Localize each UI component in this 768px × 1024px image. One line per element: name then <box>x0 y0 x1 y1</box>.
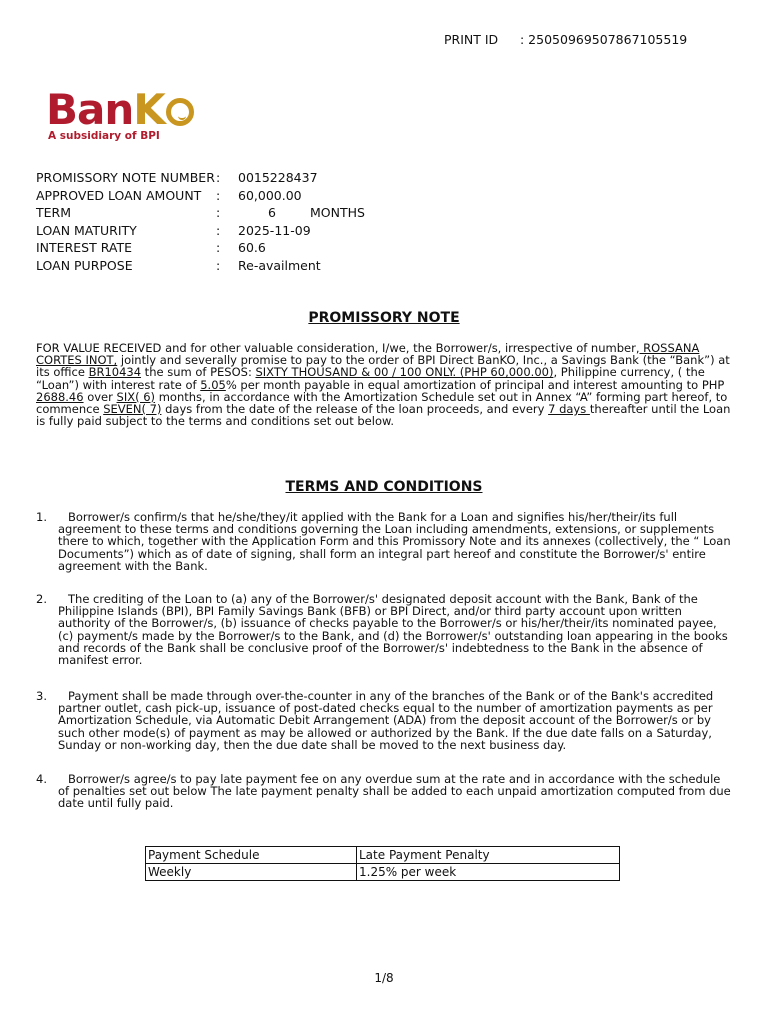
term-item <box>36 511 732 572</box>
intro-text: FOR VALUE RECEIVED and for other valuable consideration, I/we, the Borrower/s, irrespective of number, <box>36 341 640 355</box>
detail-colon: : <box>216 170 221 185</box>
logo-word-k: K <box>133 85 165 134</box>
term-item <box>36 773 732 810</box>
detail-value: 2025-11-09 <box>238 222 311 238</box>
banko-logo <box>46 86 194 142</box>
term-number: 1. <box>36 510 47 524</box>
term-number: 3. <box>36 689 47 703</box>
terms-heading: TERMS AND CONDITIONS <box>285 479 483 495</box>
amortization-amount: 2688.46 <box>36 389 84 404</box>
table-header-cell: Payment Schedule <box>146 847 357 864</box>
detail-colon: : <box>216 205 221 220</box>
detail-label: PROMISSORY NOTE NUMBER <box>36 170 215 185</box>
interest-rate-value: 5.05 <box>200 377 226 392</box>
detail-value: Re-availment <box>238 257 321 273</box>
term-in-words: SIX( 6) <box>116 389 156 404</box>
payment-frequency: 7 days <box>548 402 590 417</box>
table-header-cell: Late Payment Penalty <box>357 847 620 864</box>
amount-in-words: SIXTY THOUSAND & 00 / 100 ONLY. (PHP 60,000.00) <box>255 365 554 380</box>
borrower-name: ROSSANA CORTES INOT, <box>36 341 700 368</box>
detail-unit: MONTHS <box>310 205 365 220</box>
detail-colon: : <box>216 187 221 203</box>
detail-colon: : <box>216 257 221 273</box>
term-text: Borrower/s agree/s to pay late payment fee on any overdue sum at the rate and in accordance with the schedule of penalties set out below The late payment penalty shall be added to each unpaid amortization computed from due date until fully paid. <box>58 772 731 811</box>
intro-text: , Philippine currency, ( the “Loan”) with interest rate of <box>36 365 705 392</box>
commence-days: SEVEN( 7) <box>103 402 162 417</box>
detail-label: LOAN PURPOSE <box>36 257 133 273</box>
term-number: 2. <box>36 592 47 606</box>
print-id-label: PRINT ID <box>444 32 499 47</box>
detail-label: TERM <box>36 205 72 220</box>
term-text: Payment shall be made through over-the-counter in any of the branches of the Bank or of the Bank's accredited partner outlet, cash pick-up, issuance of post-dated checks equal to the number of amortization payments as per Amortization Schedule, via Automatic Debit Arrangement (ADA) from the deposit account of the Borrower/s or by such other mode(s) of payment as may be allowed or authorized by the Bank. If the due date falls on a Saturday, Sunday or non-working day, then the due date shall be moved to the next business day. <box>58 689 714 752</box>
detail-label: APPROVED LOAN AMOUNT <box>36 187 202 203</box>
table-cell: 1.25% per week <box>357 864 620 881</box>
intro-text: the sum of PESOS: <box>141 365 256 380</box>
office-code: BR10434 <box>88 365 142 380</box>
detail-value: 60.6 <box>238 240 266 255</box>
penalty-table <box>145 846 620 881</box>
promissory-note-body <box>36 342 732 427</box>
page-number: 1/8 <box>374 971 394 985</box>
intro-text: jointly and severally promise to pay to the order of BPI Direct BanKO, Inc., a Savings Bank (the “Bank”) at its office <box>36 353 730 380</box>
term-text: Borrower/s confirm/s that he/she/they/it applied with the Bank for a Loan and signifies his/her/their/its full agreement to these terms and conditions governing the Loan including amendments, extensions, or supplements there to which, together with the Application Form and this Promissory Note and its annexes (collectively, the “ Loan Documents”) which as of date of signing, shall form an integral part hereof and constitute the Borrower/s' entire agreement with the Bank. <box>58 510 731 573</box>
detail-colon: : <box>216 222 221 238</box>
intro-text: months, in accordance with the Amortization Schedule set out in Annex “A” forming part hereof, to commence <box>36 389 728 417</box>
logo-word-ban: Ban <box>46 85 134 134</box>
detail-label: LOAN MATURITY <box>36 222 137 238</box>
table-cell: Weekly <box>146 864 357 881</box>
detail-value: 6 <box>268 205 276 220</box>
table-row <box>146 864 620 881</box>
intro-text: over <box>83 389 117 404</box>
detail-colon: : <box>216 240 221 255</box>
intro-text: % per month payable in equal amortization of principal and interest amounting to PHP <box>225 377 725 392</box>
term-number: 4. <box>36 772 47 786</box>
detail-value: 0015228437 <box>238 170 318 185</box>
detail-value: 60,000.00 <box>238 187 302 203</box>
intro-text: thereafter until the Loan is fully paid subject to the terms and conditions set out below. <box>36 402 731 429</box>
term-text: The crediting of the Loan to (a) any of the Borrower/s' designated deposit account with the Bank, Bank of the Philippine Islands (BPI), BPI Family Savings Bank (BFB) or BPI Direct, and/or third party account upon written authority of the Borrower/s, (b) issuance of checks payable to the Borrower/s or his/her/their/its nominated payee, (c) payment/s made by the Borrower/s to the Bank, and (d) the Borrower/s' outstanding loan appearing in the books and records of the Bank shall be conclusive proof of the Borrower/s' indebtedness to the Bank in the absence of manifest error. <box>58 592 728 668</box>
term-item <box>36 690 732 751</box>
print-id-value: : 25050969507867105519 <box>520 32 688 47</box>
promissory-note-heading: PROMISSORY NOTE <box>308 310 460 326</box>
term-item <box>36 593 732 666</box>
print-id <box>444 32 687 47</box>
intro-text: days from the date of the release of the loan proceeds, and every <box>161 402 549 417</box>
table-header-row <box>146 847 620 864</box>
smile-icon <box>166 98 194 126</box>
detail-label: INTEREST RATE <box>36 240 132 255</box>
logo-subtitle: A subsidiary of BPI <box>48 130 160 142</box>
